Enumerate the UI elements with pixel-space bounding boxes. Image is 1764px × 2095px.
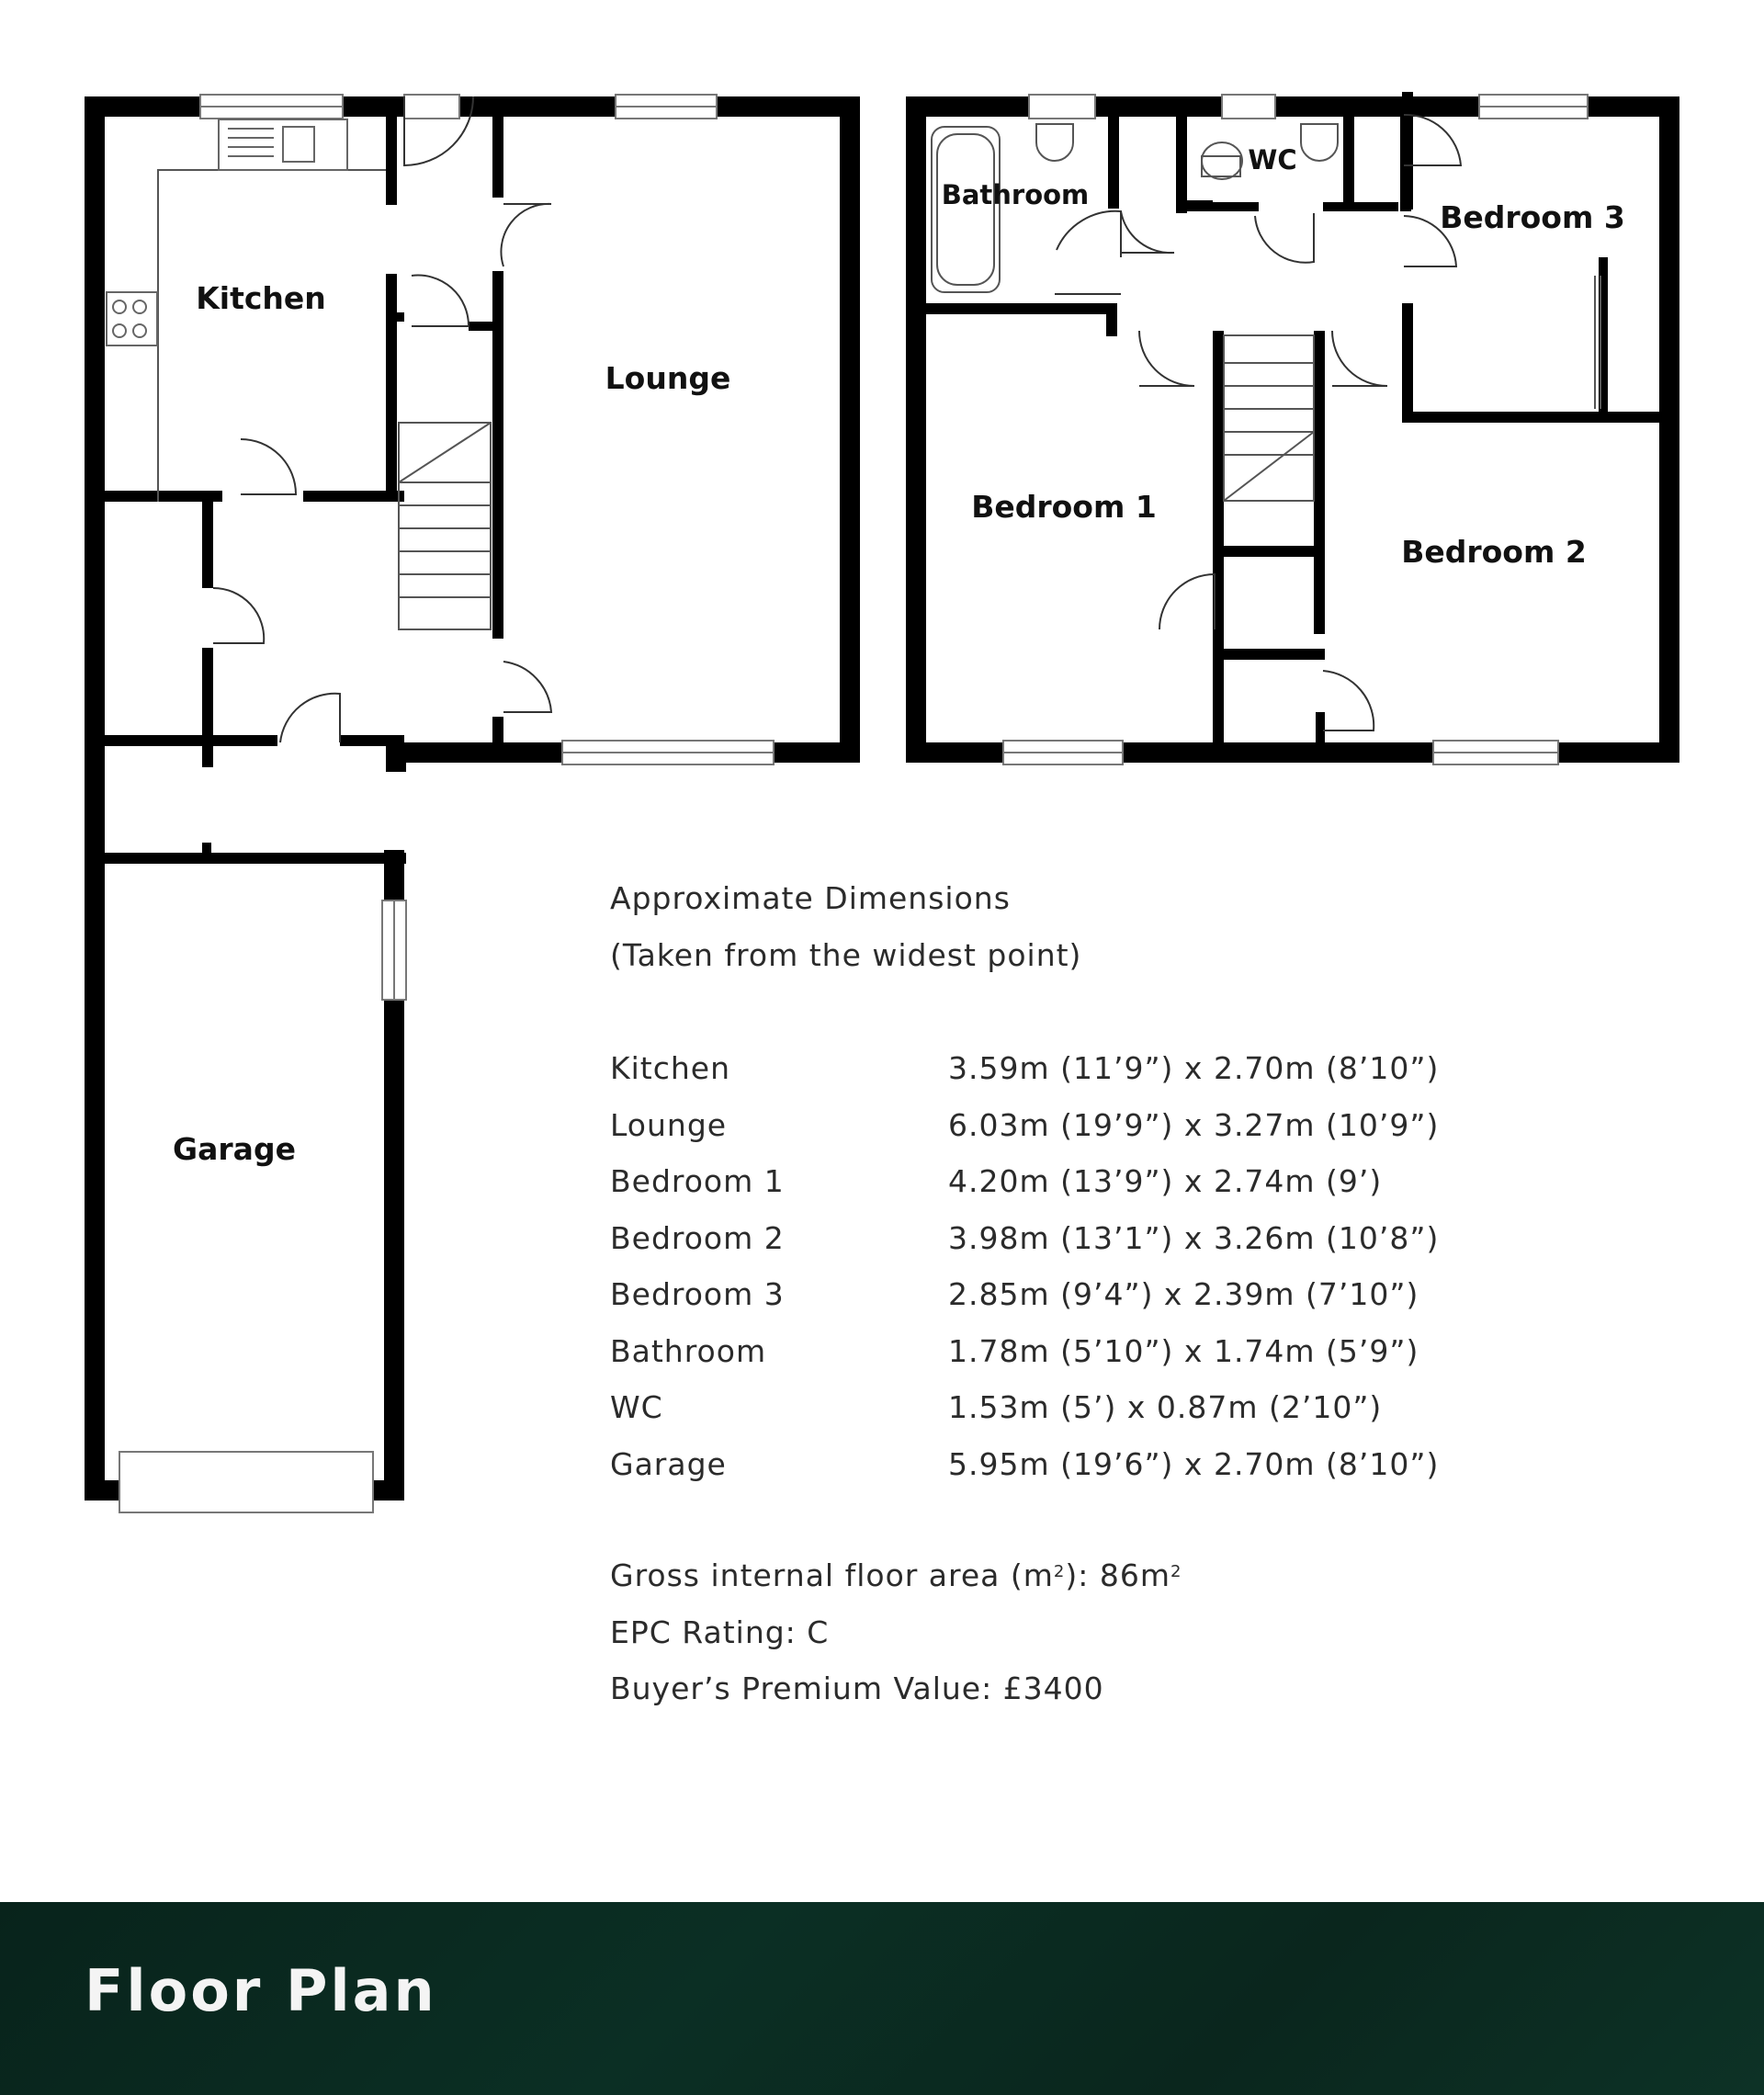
epc-rating: EPC Rating: C bbox=[610, 1614, 830, 1650]
dimension-row bbox=[610, 1097, 1529, 1154]
dimension-size: 1.53m (5’) x 0.87m (2’10”) bbox=[948, 1389, 1383, 1425]
dimension-size: 5.95m (19’6”) x 2.70m (8’10”) bbox=[948, 1445, 1440, 1482]
dimension-room: Bedroom 2 bbox=[610, 1219, 785, 1256]
dimension-row bbox=[610, 1323, 1529, 1380]
dimension-size: 4.20m (13’9”) x 2.74m (9’) bbox=[948, 1163, 1383, 1199]
dimension-size: 2.85m (9’4”) x 2.39m (7’10”) bbox=[948, 1276, 1419, 1312]
buyers-premium-value: Buyer’s Premium Value: £3400 bbox=[610, 1670, 1104, 1706]
dimension-room: Bathroom bbox=[610, 1332, 767, 1369]
footer-title: Floor Plan bbox=[85, 1957, 437, 2024]
dimension-row bbox=[610, 1379, 1529, 1436]
room-label-garage: Garage bbox=[173, 1131, 296, 1167]
dimensions-subheading: (Taken from the widest point) bbox=[610, 936, 1082, 973]
dimension-room: Garage bbox=[610, 1445, 727, 1482]
room-label-kitchen: Kitchen bbox=[196, 280, 326, 316]
dimension-row bbox=[610, 1153, 1529, 1210]
footer-banner bbox=[0, 1902, 1764, 2095]
dimension-room: Kitchen bbox=[610, 1050, 731, 1086]
dimension-room: Bedroom 3 bbox=[610, 1276, 785, 1312]
dimension-room: WC bbox=[610, 1389, 663, 1425]
gross-internal-floor-area: Gross internal floor area $(m^2)$: $86m^2$ bbox=[610, 1557, 1182, 1593]
dimension-row bbox=[610, 1040, 1529, 1097]
dimension-size: 6.03m (19’9”) x 3.27m (10’9”) bbox=[948, 1106, 1440, 1143]
dimensions-panel bbox=[610, 870, 1529, 1717]
dimension-size: 3.98m (13’1”) x 3.26m (10’8”) bbox=[948, 1219, 1440, 1256]
dimension-size: 3.59m (11’9”) x 2.70m (8’10”) bbox=[948, 1050, 1440, 1086]
dimensions-heading: Approximate Dimensions bbox=[610, 880, 1011, 916]
dimension-room: Lounge bbox=[610, 1106, 728, 1143]
dimension-room: Bedroom 1 bbox=[610, 1163, 785, 1199]
dimension-row bbox=[610, 1436, 1529, 1493]
dimensions-table bbox=[610, 1040, 1529, 1492]
dimension-size: 1.78m (5’10”) x 1.74m (5’9”) bbox=[948, 1332, 1419, 1369]
room-label-bathroom: Bathroom bbox=[941, 179, 1090, 210]
room-label-wc: WC bbox=[1248, 144, 1297, 176]
room-label-bedroom-2: Bedroom 2 bbox=[1401, 534, 1587, 570]
room-label-bedroom-3: Bedroom 3 bbox=[1440, 199, 1625, 235]
room-label-bedroom-1: Bedroom 1 bbox=[971, 489, 1157, 525]
dimension-row bbox=[610, 1266, 1529, 1323]
room-label-lounge: Lounge bbox=[605, 360, 731, 396]
dimension-row bbox=[610, 1210, 1529, 1267]
